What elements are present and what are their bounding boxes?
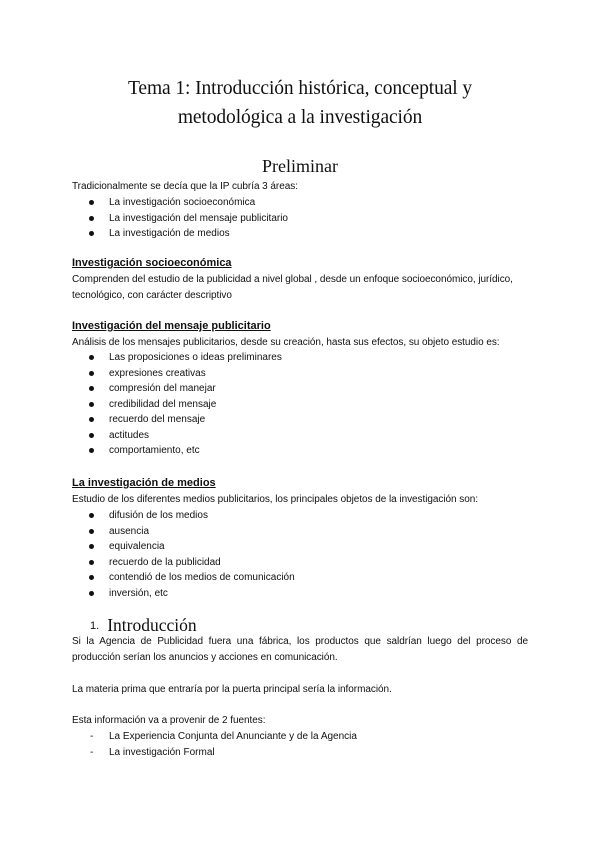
list-item: La investigación de medios [72,226,288,242]
title-line-2: metodológica a la investigación [177,107,423,128]
intro-para-2: La materia prima que entraría por la puerta principal sería la información. [72,684,392,695]
list-item: inversión, etc [72,586,295,602]
medios-heading: La investigación de medios [72,477,216,489]
intro-para-1-line-1: Si la Agencia de Publicidad fuera una fábrica, los productos que saldrían luego del proceso de [72,636,528,647]
mensaje-list [72,350,282,459]
medios-intro: Estudio de los diferentes medios publicitarios, los principales objetos de la investigación son: [72,494,478,505]
list-item: contendió de los medios de comunicación [72,570,295,586]
socio-text-line-1: Comprenden del estudio de la publicidad a nivel global , desde un enfoque socioeconómico, jurídico, [72,274,513,285]
preliminar-list [72,195,288,242]
medios-list [72,508,295,601]
list-item: compresión del manejar [72,381,282,397]
list-item: expresiones creativas [72,366,282,382]
list-item: Las proposiciones o ideas preliminares [72,350,282,366]
list-item: actitudes [72,428,282,444]
list-item: - La investigación Formal [72,745,357,761]
list-item: recuerdo de la publicidad [72,555,295,571]
title-line-1: Tema 1: Introducción histórica, conceptual y [127,78,473,99]
mensaje-heading: Investigación del mensaje publicitario [72,320,271,332]
list-item: La investigación socioeconómica [72,195,288,211]
list-item: recuerdo del mensaje [72,412,282,428]
list-item: equivalencia [72,539,295,555]
section-title: Introducción [107,615,197,635]
mensaje-intro: Análisis de los mensajes publicitarios, desde su creación, hasta sus efectos, su objeto estudio es: [72,337,500,348]
intro-para-3: Esta información va a provenir de 2 fuentes: [72,715,266,726]
list-item: - La Experiencia Conjunta del Anunciante y de la Agencia [72,729,357,745]
section-number: 1. [90,620,100,632]
list-item: La investigación del mensaje publicitario [72,211,288,227]
socio-heading: Investigación socioeconómica [72,257,232,269]
preliminar-heading: Preliminar [262,156,338,176]
socio-text-line-2: tecnológico, con carácter descriptivo [72,290,232,301]
list-item: comportamiento, etc [72,443,282,459]
list-item: ausencia [72,524,295,540]
sources-list [72,729,357,760]
list-item: difusión de los medios [72,508,295,524]
list-item: credibilidad del mensaje [72,397,282,413]
intro-para-1-line-2: producción serían los anuncios y acciones en comunicación. [72,652,338,663]
preliminar-intro: Tradicionalmente se decía que la IP cubría 3 áreas: [72,181,298,192]
document-title [0,74,600,132]
